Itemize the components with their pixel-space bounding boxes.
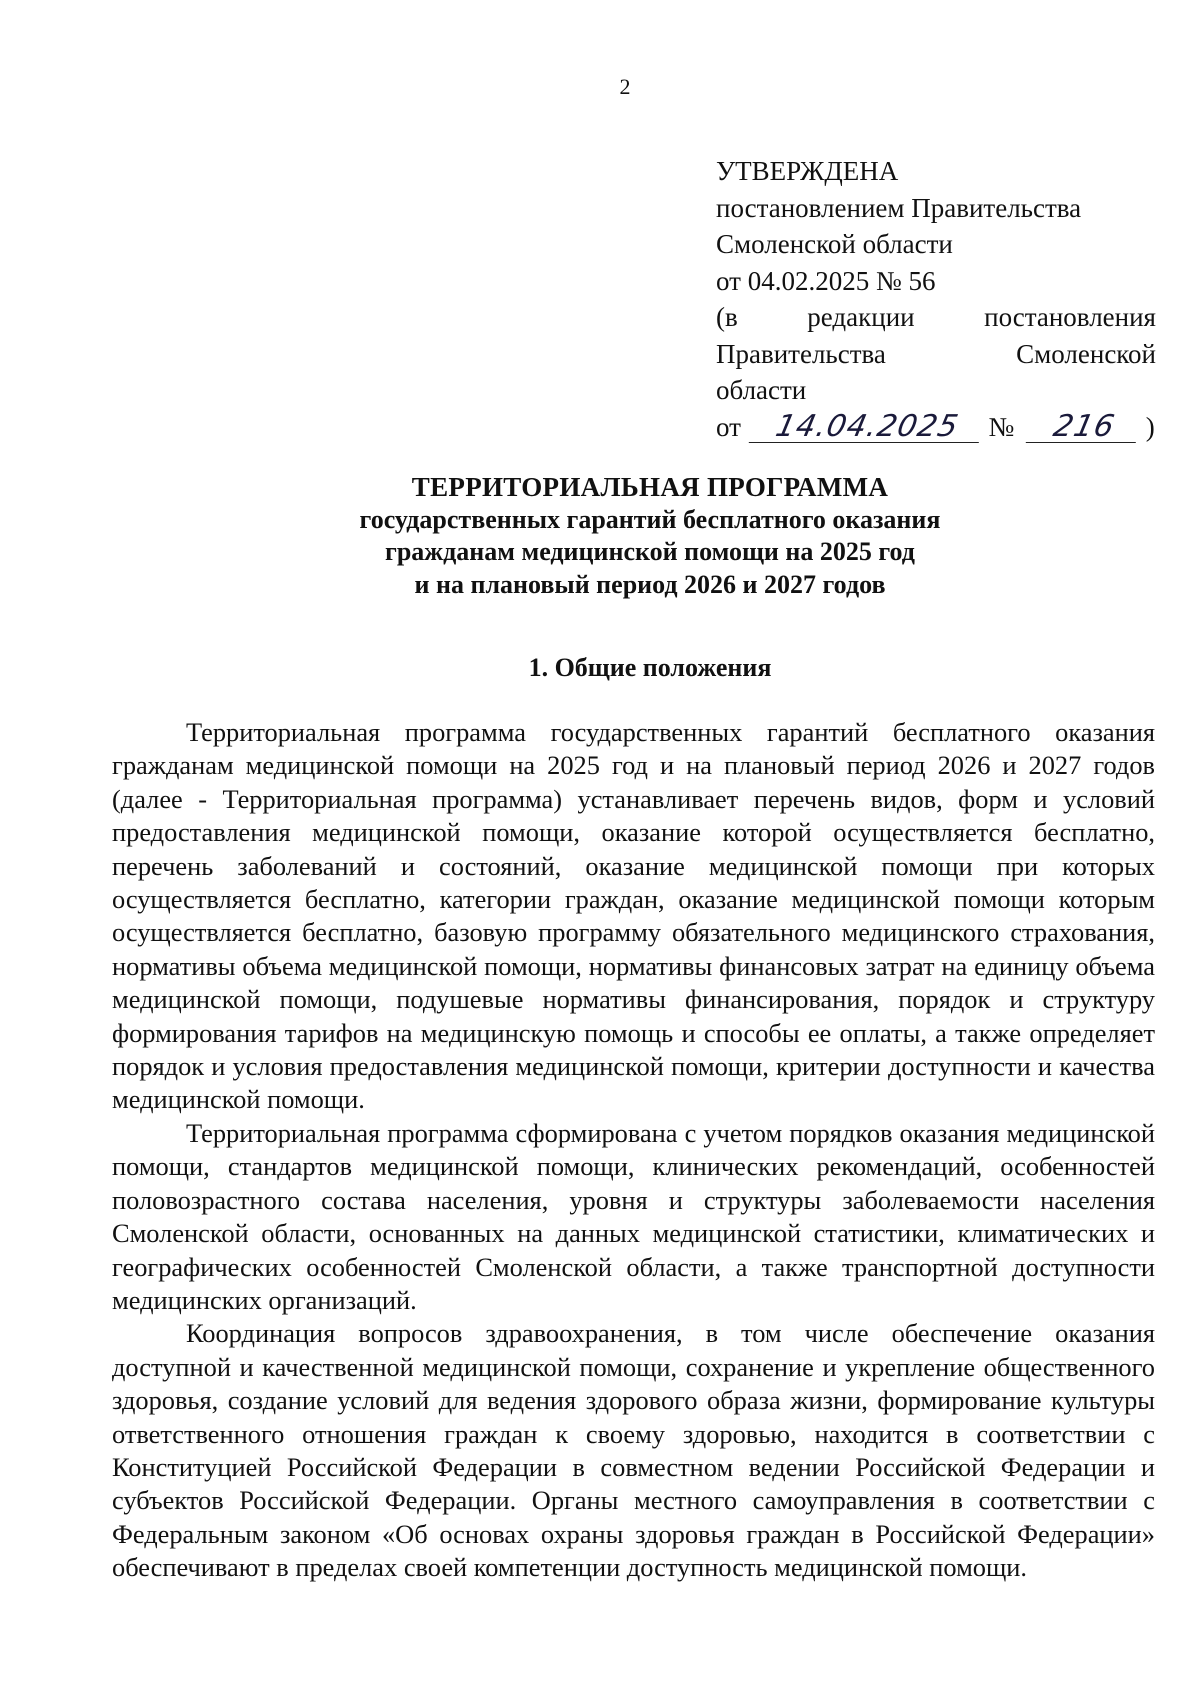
approval-block bbox=[716, 153, 1156, 445]
handwritten-date: 14.04.2025 bbox=[748, 412, 985, 443]
page-number: 2 bbox=[619, 74, 631, 99]
approval-line: постановлением Правительства bbox=[716, 192, 1082, 223]
approval-word: редакции bbox=[807, 302, 915, 332]
paragraph: Координация вопросов здравоохранения, в том числе обеспечение оказания доступной и качественной медицинской помощи, сохранение и укрепление общественного здоровья, создание условий для ведения здорового образа жизни, формирование культуры ответственного отношения граждан к своему здоровью, находится в соответствии с Конституцией Российской Федерации в совместном ведении Российской Федерации и субъектов Российской Федерации. Органы местного самоуправления в соответствии с Федеральным законом «Об основах охраны здоровья граждан в Российской Федерации» обеспечивают в пределах своей компетенции доступность медицинской помощи. bbox=[112, 1318, 1155, 1583]
title-line: гражданам медицинской помощи на 2025 год bbox=[385, 537, 915, 566]
approval-word: Правительства bbox=[716, 338, 886, 369]
approval-edition-line bbox=[716, 336, 1156, 373]
approval-line: области bbox=[716, 375, 807, 405]
section-heading: 1. Общие положения bbox=[528, 653, 772, 682]
sig-prefix: от bbox=[716, 411, 741, 442]
document-title bbox=[120, 471, 1180, 601]
approval-stamp-word: УТВЕРЖДЕНА bbox=[716, 156, 899, 186]
title-line: и на плановый период 2026 и 2027 годов bbox=[414, 569, 886, 599]
paragraph: Территориальная программа государственных гарантий бесплатного оказания гражданам медицинской помощи на 2025 год и на плановый период 2026 и 2027 годов (далее - Территориальная программа) устанавливает перечень видов, форм и условий предоставления медицинской помощи, оказание которой осуществляется бесплатно, перечень заболеваний и состояний, оказание медицинской помощи при которых осуществляется бесплатно, категории граждан, оказание медицинской помощи которым осуществляется бесплатно, базовую программу обязательного медицинского страхования, нормативы объема медицинской помощи, нормативы финансовых затрат на единицу объема медицинской помощи, подушевые нормативы финансирования, порядок и структуру формирования тарифов на медицинскую помощь и способы ее оплаты, а также определяет порядок и условия предоставления медицинской помощи, критерии доступности и качества медицинской помощи. bbox=[112, 717, 1155, 1115]
handwritten-signature-line bbox=[716, 409, 1156, 446]
approval-line: Смоленской области bbox=[716, 229, 953, 259]
title-line: ТЕРРИТОРИАЛЬНАЯ ПРОГРАММА bbox=[411, 472, 889, 502]
approval-word: (в bbox=[716, 302, 738, 332]
paragraph: Территориальная программа сформирована с учетом порядков оказания медицинской помощи, стандартов медицинской помощи, клинических рекомендаций, особенностей половозрастного состава населения, уровня и структуры заболеваемости населения Смоленской области, основанных на данных медицинской статистики, климатических и географических особенностей Смоленской области, а также транспортной доступности медицинских организаций. bbox=[112, 1117, 1155, 1315]
sig-close-paren: ) bbox=[1145, 411, 1155, 442]
approval-edition-line bbox=[716, 299, 1156, 336]
title-line: государственных гарантий бесплатного оказания bbox=[359, 504, 941, 534]
sig-number-label: № bbox=[988, 411, 1015, 442]
handwritten-number: 216 bbox=[1026, 412, 1143, 443]
approval-word: Смоленской bbox=[1016, 338, 1156, 369]
body-text bbox=[112, 716, 1155, 1585]
approval-date-line: от 04.02.2025 № 56 bbox=[716, 265, 936, 296]
approval-word: постановления bbox=[984, 302, 1156, 332]
